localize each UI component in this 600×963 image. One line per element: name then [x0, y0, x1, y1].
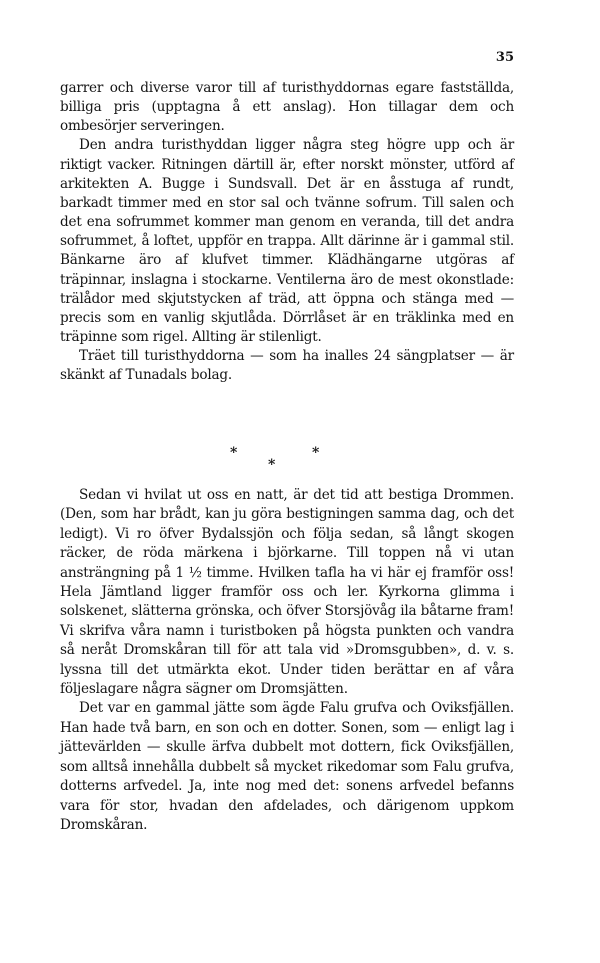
paragraph: Den andra turisthyddan ligger några steg högre upp och är riktigt vacker. Ritningen därtill är, efter norskt mönster, utförd af arkitekten A. Bugge i Sundsvall. Det är en åsstuga af rundt, barkadt timmer med en stor sal och tvänne sofrum. Till salen och det ena sofrummet kommer man genom en veranda, till det andra sofrummet, å loftet, uppför en trappa. Allt därinne är i gammal stil. Bänkarne äro af klufvet timmer. Klädhängarne utgöras af träpinnar, inslagna i stockarne. Ventilerna äro de mest okonstlade: trälådor med skjutstycken af träd, att öppna och stänga med — precis som en vanlig skjutlåda. Dörrlåset är en träklinka med en träpinne som rigel. Allting är stilenligt. — [60, 137, 514, 346]
page-number: 35 — [495, 50, 514, 65]
separator-asterisk: * — [268, 457, 276, 473]
section-separator — [220, 445, 330, 477]
text-block-lower — [60, 486, 514, 835]
text-block-upper — [60, 79, 514, 386]
paragraph: garrer och diverse varor till af turisthyddornas egare fastställda, billiga pris (upptagna å ett anslag). Hon tillagar dem och ombesörjer serveringen. — [60, 80, 514, 135]
paragraph: Det var en gammal jätte som ägde Falu grufva och Oviksfjällen. Han hade två barn, en son och en dotter. Sonen, som — enligt lag i jättevärlden — skulle ärfva dubbelt mot dottern, fick Oviksfjällen, som alltså innehålla dubbelt så mycket rikedomar som Falu grufva, dotterns arfvedel. Ja, inte nog med det: sonens arfvedel befanns vara för stor, hvadan den afdelades, och därigenom uppkom Dromskåran. — [60, 700, 514, 833]
paragraph: Sedan vi hvilat ut oss en natt, är det tid att bestiga Drommen. (Den, som har brådt, kan ju göra bestigningen samma dag, och det ledigt). Vi ro öfver Bydalssjön och följa sedan, så långt skogen räcker, de röda märkena i björkarne. Till toppen nå vi utan ansträngning på 1 ½ timme. Hvilken tafla ha vi här ej framför oss! Hela Jämtland ligger framför oss och ler. Kyrkorna glimma i solskenet, slätterna grönska, och öfver Storsjövåg ila båtarne fram! Vi skrifva våra namn i turistboken på högsta punkten och vandra så neråt Dromskåran till för att tala vid »Dromsgubben», d. v. s. lyssna till det utmärkta ekot. Under tiden berättar en af våra följeslagare några sägner om Dromsjätten. — [60, 487, 514, 698]
separator-asterisk: * — [230, 445, 238, 461]
separator-asterisk: * — [312, 445, 320, 461]
paragraph: Träet till turisthyddorna — som ha inalles 24 sängplatser — är skänkt af Tunadals bolag. — [60, 348, 514, 384]
